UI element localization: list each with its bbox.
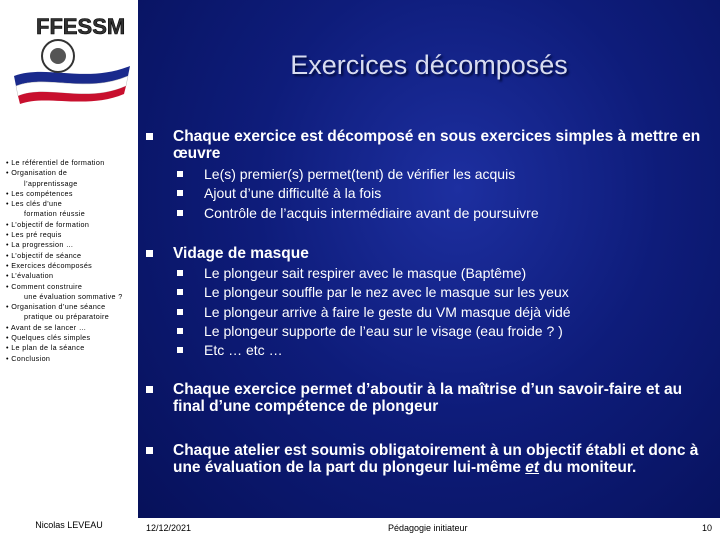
sub-bullet-text: Le(s) premier(s) permet(tent) de vérifier les acquis bbox=[204, 166, 516, 182]
square-bullet-icon bbox=[177, 309, 183, 315]
slide-title: Exercices décomposés bbox=[290, 50, 568, 80]
square-bullet-icon bbox=[146, 447, 153, 454]
square-bullet-icon bbox=[146, 133, 153, 140]
author-name: Nicolas LEVEAU bbox=[35, 520, 103, 530]
bullet-text: Chaque exercice permet d’aboutir à la maîtrise d’un savoir-faire et au final d’une compétence de plongeur bbox=[173, 381, 683, 415]
outline-item: pratique ou préparatoire bbox=[24, 312, 110, 322]
outline-list bbox=[6, 158, 138, 364]
sub-bullet bbox=[177, 303, 717, 322]
outline-item: • Les pré requis bbox=[6, 230, 62, 240]
outline-item: • Conclusion bbox=[6, 353, 51, 363]
square-bullet-icon bbox=[177, 328, 183, 334]
sub-bullet bbox=[177, 184, 717, 203]
outline-item: • Exercices décomposés bbox=[6, 260, 93, 270]
footer-date: 12/12/2021 bbox=[146, 523, 192, 533]
sub-bullet-text: Le plongeur arrive à faire le geste du VM masque déjà vidé bbox=[204, 303, 571, 320]
outline-item: • Le référentiel de formation bbox=[6, 158, 105, 167]
bullet-1 bbox=[146, 128, 716, 162]
emphasized-word: et bbox=[525, 459, 540, 476]
outline-item: • Les clés d’une bbox=[6, 199, 63, 209]
sub-bullet bbox=[177, 204, 717, 223]
svg-text:FFESSM: FFESSM bbox=[36, 14, 126, 39]
bullet-3 bbox=[146, 381, 716, 415]
outline-item: • Les compétences bbox=[6, 188, 73, 198]
square-bullet-icon bbox=[177, 210, 183, 216]
outline-item: • L’objectif de formation bbox=[6, 219, 90, 229]
bullet-4 bbox=[146, 442, 716, 476]
square-bullet-icon bbox=[146, 386, 153, 393]
sub-bullet-text: Le plongeur souffle par le nez avec le masque sur les yeux bbox=[204, 284, 569, 301]
outline-item: • Comment construire bbox=[6, 281, 83, 291]
sub-bullet bbox=[177, 264, 717, 283]
outline-item: • Organisation de bbox=[6, 168, 68, 178]
bullet-1-sublist bbox=[177, 165, 717, 223]
square-bullet-icon bbox=[177, 289, 183, 295]
bullet-2 bbox=[146, 245, 716, 262]
outline-item: • Avant de se lancer … bbox=[6, 322, 87, 332]
sub-bullet bbox=[177, 341, 717, 360]
outline-item: • La progression … bbox=[6, 240, 74, 250]
sub-bullet-text: Contrôle de l’acquis intermédiaire avant de poursuivre bbox=[204, 204, 539, 221]
outline-item: formation réussie bbox=[24, 209, 86, 219]
sub-bullet bbox=[177, 283, 717, 302]
bullet-2-sublist bbox=[177, 264, 717, 360]
sub-bullet-text: Le plongeur supporte de l’eau sur le visage (eau froide ? ) bbox=[204, 322, 563, 339]
square-bullet-icon bbox=[177, 171, 183, 177]
outline-item: • L’évaluation bbox=[6, 271, 54, 281]
outline-item: une évaluation sommative ? bbox=[24, 291, 123, 301]
footer-center-text: Pédagogie initiateur bbox=[388, 523, 468, 533]
bullet-text-part: du moniteur. bbox=[539, 459, 637, 476]
sub-bullet-text: Ajout d’une difficulté à la fois bbox=[204, 185, 382, 202]
sub-bullet-text: Le plongeur sait respirer avec le masque (Baptême) bbox=[204, 265, 527, 281]
outline-item: • Quelques clés simples bbox=[6, 333, 91, 343]
sub-bullet bbox=[177, 322, 717, 341]
bullet-text: Chaque exercice est décomposé en sous exercices simples à mettre en œuvre bbox=[173, 128, 701, 162]
square-bullet-icon bbox=[177, 190, 183, 196]
outline-item: l’apprentissage bbox=[24, 178, 78, 188]
ffessm-logo bbox=[6, 4, 134, 108]
outline-item: • Le plan de la séance bbox=[6, 343, 85, 353]
square-bullet-icon bbox=[177, 270, 183, 276]
left-sidebar bbox=[0, 0, 138, 540]
page-number: 10 bbox=[701, 523, 712, 533]
slide-content bbox=[138, 0, 720, 540]
bullet-text: Vidage de masque bbox=[173, 245, 309, 262]
sub-bullet-text: Etc … etc … bbox=[204, 342, 283, 359]
bullet-text-part: Chaque atelier est soumis obligatoirement à un objectif établi et donc à une évaluation de la part du plongeur lui-même bbox=[173, 442, 699, 476]
square-bullet-icon bbox=[146, 250, 153, 257]
sub-bullet bbox=[177, 165, 717, 184]
outline-item: • Organisation d’une séance bbox=[6, 302, 106, 312]
outline-item: • L’objectif de séance bbox=[6, 250, 82, 260]
square-bullet-icon bbox=[177, 347, 183, 353]
bullet-text bbox=[173, 442, 716, 476]
